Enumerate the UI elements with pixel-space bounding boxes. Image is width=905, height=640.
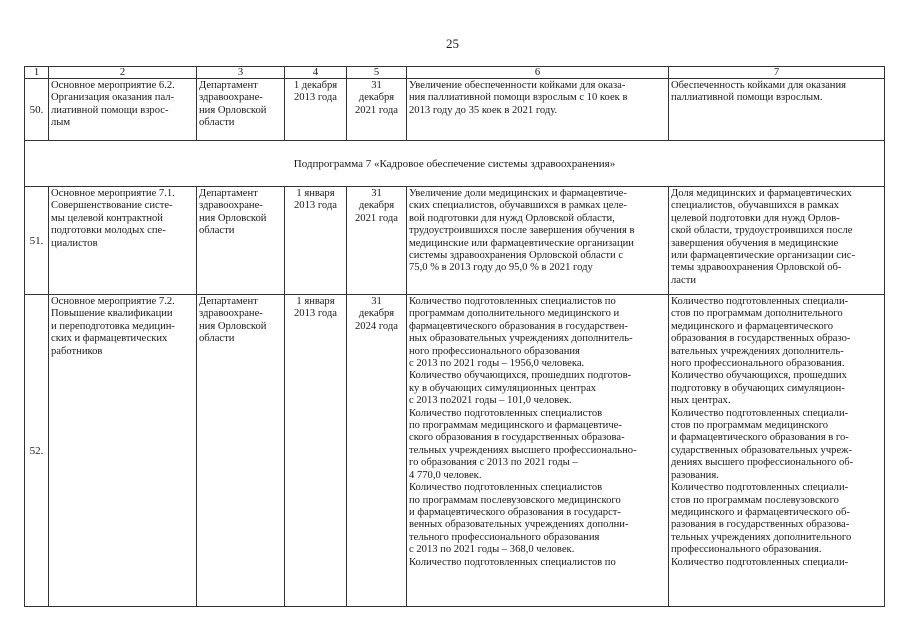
indicator-cell	[669, 79, 885, 141]
cell-line: Увеличение доли медицинских и фармацевтиче-	[409, 188, 627, 199]
end-date-cell	[347, 79, 407, 141]
cell-line: 4 770,0 человек.	[409, 469, 482, 481]
cell-line: ласти	[671, 274, 696, 286]
end-date-cell	[347, 187, 407, 295]
cell-line: ния Орловской	[199, 212, 267, 224]
cell-line: подготовку в обучающих симуляцион-	[671, 382, 845, 394]
cell-line: по программам медицинского и фармацевтиче-	[409, 420, 622, 432]
indicator-cell	[669, 187, 885, 295]
row-number: 51.	[25, 187, 49, 295]
expected-result-cell	[407, 295, 669, 607]
cell-line: Количество подготовленных специалистов	[409, 482, 603, 494]
cell-line: разования.	[671, 469, 719, 481]
cell-line: подготовки молодых спе-	[51, 225, 166, 237]
cell-line: Количество подготовленных специали-	[671, 296, 849, 307]
cell-line: ного профессионального образования.	[671, 358, 845, 370]
measure-cell	[49, 295, 197, 607]
cell-line: по программам послевузовского медицинского	[409, 494, 621, 506]
cell-line: 31	[371, 296, 382, 307]
measure-cell	[49, 79, 197, 141]
cell-line: Организация оказания пал-	[51, 92, 175, 104]
cell-line: ских специалистов, обучавшихся в рамках целе-	[409, 200, 627, 212]
cell-line: циалистов	[51, 237, 98, 249]
start-date-cell	[285, 295, 347, 607]
cell-line: медицинского и фармацевтического об-	[671, 506, 850, 518]
cell-line: Количество подготовленных специалистов	[409, 407, 603, 419]
cell-line: вательных учреждениях дополнитель-	[671, 345, 844, 357]
cell-line: тельного профессионального образования	[409, 531, 600, 543]
cell-line: декабря	[358, 92, 395, 104]
measure-cell	[49, 187, 197, 295]
cell-line: ных центрах.	[671, 395, 731, 407]
cell-line: стов по программам дополнительного	[671, 308, 843, 320]
cell-line: Обеспеченность койками для оказания	[671, 80, 846, 91]
header-row	[25, 67, 885, 79]
cell-line: ку в обучающих симуляционных центрах	[409, 382, 597, 394]
cell-line: Основное мероприятие 6.2.	[51, 80, 175, 91]
cell-line: лиативной помощи взрос-	[51, 104, 169, 116]
cell-line: Количество обучающихся, прошедших	[671, 370, 847, 382]
cell-line: 2021 года	[354, 212, 398, 224]
cell-line: Повышение квалификации	[51, 308, 173, 320]
table-row	[25, 187, 885, 295]
cell-line: венных образовательных учреждениях дополни-	[409, 519, 629, 531]
cell-line: 75,0 % в 2013 году до 95,0 % в 2021 году	[409, 262, 593, 274]
cell-line: Количество подготовленных специали-	[671, 556, 849, 568]
cell-line: с 2013 по2021 годы – 101,0 человек.	[409, 395, 572, 407]
cell-line: сударственных образовательных учреж-	[671, 444, 853, 456]
cell-line: медицинского и фармацевтического	[671, 320, 834, 332]
cell-line: и фармацевтического образования в государст-	[409, 506, 621, 518]
cell-line: ния Орловской	[199, 104, 267, 116]
cell-line: Совершенствование систе-	[51, 200, 173, 212]
cell-line: Количество подготовленных специалистов по	[409, 296, 616, 307]
cell-line: декабря	[358, 200, 395, 212]
row-number: 52.	[25, 295, 49, 607]
cell-line: с 2013 по 2021 годы – 1956,0 человека.	[409, 358, 585, 370]
cell-line: тельных учреждениях высшего профессионально-	[409, 444, 637, 456]
cell-line: области	[199, 117, 235, 129]
cell-line: стов по программам медицинского	[671, 420, 829, 432]
cell-line: и переподготовка медицин-	[51, 320, 175, 332]
header-cell: 5	[347, 67, 407, 79]
cell-line: Количество подготовленных специали-	[671, 482, 849, 494]
cell-line: ской области, трудоустроившихся после	[671, 225, 853, 237]
cell-line: Количество обучающихся, прошедших подготов-	[409, 370, 632, 382]
cell-line: мы целевой контрактной	[51, 212, 163, 224]
cell-line: области	[199, 333, 235, 345]
cell-line: 31	[371, 80, 382, 91]
cell-line: 31	[371, 188, 382, 199]
cell-line: области	[199, 225, 235, 237]
cell-line: ского образования в государственных образова-	[409, 432, 625, 444]
cell-line: завершения обучения в медицинские	[671, 237, 839, 249]
cell-line: го образования с 2013 по 2021 годы –	[409, 457, 578, 469]
cell-line: фармацевтического образования в государствен-	[409, 320, 628, 332]
cell-line: 1 января	[296, 296, 335, 307]
cell-line: Основное мероприятие 7.1.	[51, 188, 175, 199]
executor-cell	[197, 187, 285, 295]
cell-line: с 2013 по 2021 годы – 368,0 человек.	[409, 544, 575, 556]
cell-line: тельных учреждениях дополнительного	[671, 531, 852, 543]
executor-cell	[197, 295, 285, 607]
cell-line: здравоохране-	[199, 92, 263, 104]
cell-line: стов по программам послевузовского	[671, 494, 839, 506]
expected-result-cell	[407, 187, 669, 295]
cell-line: Департамент	[199, 188, 258, 199]
table-row	[25, 295, 885, 607]
cell-line: 2013 году до 35 коек в 2021 году.	[409, 104, 558, 116]
cell-line: профессионального образования.	[671, 544, 822, 556]
cell-line: ных образовательных учреждениях дополнитель-	[409, 333, 633, 345]
cell-line: Департамент	[199, 80, 258, 91]
cell-line: 1 декабря	[293, 80, 338, 91]
cell-line: разования в государственных образова-	[671, 519, 850, 531]
indicator-cell	[669, 295, 885, 607]
subprogram-title: Подпрограмма 7 «Кадровое обеспечение системы здравоохранения»	[25, 141, 885, 187]
cell-line: 1 января	[296, 188, 335, 199]
cell-line: Увеличение обеспеченности койками для оказа-	[409, 80, 626, 91]
header-cell: 3	[197, 67, 285, 79]
cell-line: ния Орловской	[199, 320, 267, 332]
cell-line: лым	[51, 117, 71, 129]
cell-line: 2024 года	[354, 320, 398, 332]
cell-line: ских и фармацевтических	[51, 333, 168, 345]
header-cell: 7	[669, 67, 885, 79]
cell-line: здравоохране-	[199, 308, 263, 320]
cell-line: программам дополнительного медицинского и	[409, 308, 620, 320]
cell-line: и фармацевтического образования в го-	[671, 432, 849, 444]
end-date-cell	[347, 295, 407, 607]
cell-line: ного профессионального образования	[409, 345, 580, 357]
cell-line: Количество подготовленных специали-	[671, 407, 849, 419]
cell-line: трудоустроившихся после завершения обучения в	[409, 225, 635, 237]
cell-line: медицинские или фармацевтические организации	[409, 237, 634, 249]
cell-line: паллиативной помощи взрослым.	[671, 92, 823, 104]
cell-line: Департамент	[199, 296, 258, 307]
header-cell: 6	[407, 67, 669, 79]
cell-line: образования в государственных образо-	[671, 333, 851, 345]
cell-line: ния паллиативной помощи взрослым с 10 коек в	[409, 92, 628, 104]
cell-line: 2013 года	[293, 200, 337, 212]
cell-line: дениях высшего профессионального об-	[671, 457, 854, 469]
table-row	[25, 79, 885, 141]
cell-line: Доля медицинских и фармацевтических	[671, 188, 852, 199]
cell-line: темы здравоохранения Орловской об-	[671, 262, 842, 274]
cell-line: или фармацевтические организации сис-	[671, 250, 856, 262]
cell-line: целевой подготовки для нужд Орлов-	[671, 212, 840, 224]
cell-line: 2021 года	[354, 104, 398, 116]
start-date-cell	[285, 187, 347, 295]
header-cell: 1	[25, 67, 49, 79]
cell-line: Количество подготовленных специалистов по	[409, 556, 616, 568]
row-number: 50.	[25, 79, 49, 141]
subprogram-row	[25, 141, 885, 187]
cell-line: 2013 года	[293, 308, 337, 320]
start-date-cell	[285, 79, 347, 141]
cell-line: Основное мероприятие 7.2.	[51, 296, 175, 307]
cell-line: специалистов, обучавшихся в рамках	[671, 200, 839, 212]
cell-line: вой подготовки для нужд Орловской области,	[409, 212, 615, 224]
cell-line: системы здравоохранения Орловской области с	[409, 250, 624, 262]
program-measures-table	[24, 66, 885, 607]
expected-result-cell	[407, 79, 669, 141]
cell-line: декабря	[358, 308, 395, 320]
cell-line: здравоохране-	[199, 200, 263, 212]
header-cell: 4	[285, 67, 347, 79]
cell-line: 2013 года	[293, 92, 337, 104]
executor-cell	[197, 79, 285, 141]
header-cell: 2	[49, 67, 197, 79]
cell-line: работников	[51, 345, 103, 357]
page-number: 25	[446, 36, 459, 51]
